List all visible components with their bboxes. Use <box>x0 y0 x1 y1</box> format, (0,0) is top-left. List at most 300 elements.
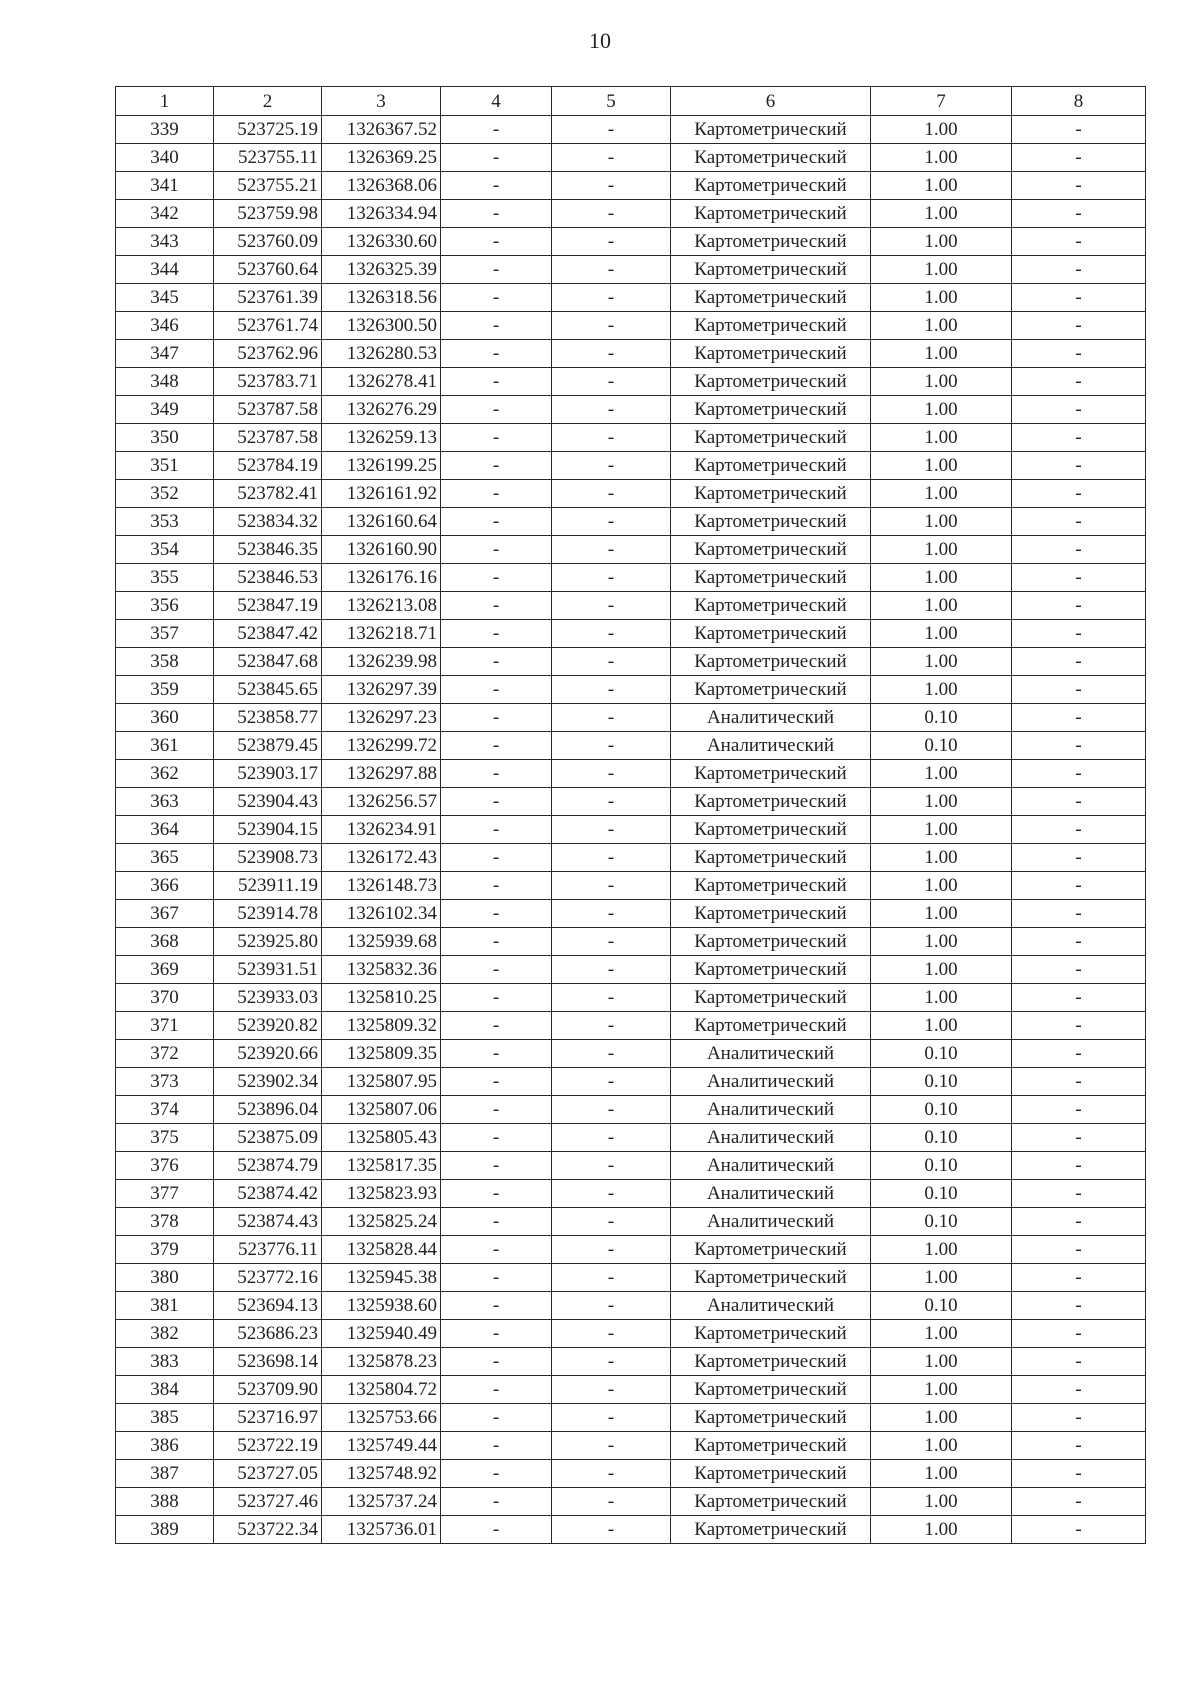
page-number: 10 <box>589 28 611 53</box>
x-coordinate-cell: 523755.21 <box>214 172 322 200</box>
y-coordinate-cell: 1325832.36 <box>322 956 441 984</box>
accuracy-cell: 1.00 <box>871 1488 1012 1516</box>
point-number-cell: 382 <box>116 1320 214 1348</box>
y-coordinate-cell: 1326276.29 <box>322 396 441 424</box>
table-row <box>116 1096 1146 1124</box>
col8-value-cell: - <box>1012 144 1146 172</box>
col8-value-cell: - <box>1012 200 1146 228</box>
x-coordinate-cell: 523727.05 <box>214 1460 322 1488</box>
y-coordinate-cell: 1325749.44 <box>322 1432 441 1460</box>
x-coordinate-cell: 523716.97 <box>214 1404 322 1432</box>
col5-value-cell: - <box>552 1236 671 1264</box>
point-number-cell: 354 <box>116 536 214 564</box>
accuracy-cell: 1.00 <box>871 536 1012 564</box>
method-cell: Картометрический <box>671 480 871 508</box>
col5-value-cell: - <box>552 396 671 424</box>
col4-value-cell: - <box>441 1012 552 1040</box>
method-cell: Картометрический <box>671 228 871 256</box>
col4-value-cell: - <box>441 844 552 872</box>
col4-value-cell: - <box>441 1320 552 1348</box>
col5-value-cell: - <box>552 844 671 872</box>
col4-value-cell: - <box>441 564 552 592</box>
table-row <box>116 788 1146 816</box>
table-row <box>116 1432 1146 1460</box>
accuracy-cell: 1.00 <box>871 396 1012 424</box>
col8-value-cell: - <box>1012 1432 1146 1460</box>
column-header: 5 <box>552 87 671 116</box>
point-number-cell: 352 <box>116 480 214 508</box>
method-cell: Картометрический <box>671 1236 871 1264</box>
point-number-cell: 350 <box>116 424 214 452</box>
table-row <box>116 1376 1146 1404</box>
point-number-cell: 343 <box>116 228 214 256</box>
col4-value-cell: - <box>441 956 552 984</box>
col8-value-cell: - <box>1012 676 1146 704</box>
col5-value-cell: - <box>552 1460 671 1488</box>
point-number-cell: 377 <box>116 1180 214 1208</box>
accuracy-cell: 1.00 <box>871 564 1012 592</box>
col4-value-cell: - <box>441 536 552 564</box>
col8-value-cell: - <box>1012 1208 1146 1236</box>
x-coordinate-cell: 523776.11 <box>214 1236 322 1264</box>
accuracy-cell: 0.10 <box>871 1292 1012 1320</box>
y-coordinate-cell: 1326334.94 <box>322 200 441 228</box>
col5-value-cell: - <box>552 284 671 312</box>
accuracy-cell: 1.00 <box>871 928 1012 956</box>
point-number-cell: 341 <box>116 172 214 200</box>
point-number-cell: 356 <box>116 592 214 620</box>
col4-value-cell: - <box>441 508 552 536</box>
x-coordinate-cell: 523762.96 <box>214 340 322 368</box>
point-number-cell: 347 <box>116 340 214 368</box>
col8-value-cell: - <box>1012 1012 1146 1040</box>
table-row <box>116 200 1146 228</box>
col8-value-cell: - <box>1012 1460 1146 1488</box>
x-coordinate-cell: 523846.53 <box>214 564 322 592</box>
accuracy-cell: 1.00 <box>871 424 1012 452</box>
point-number-cell: 358 <box>116 648 214 676</box>
col4-value-cell: - <box>441 424 552 452</box>
col8-value-cell: - <box>1012 1292 1146 1320</box>
accuracy-cell: 1.00 <box>871 788 1012 816</box>
col5-value-cell: - <box>552 1264 671 1292</box>
column-header: 3 <box>322 87 441 116</box>
accuracy-cell: 1.00 <box>871 1236 1012 1264</box>
point-number-cell: 361 <box>116 732 214 760</box>
col8-value-cell: - <box>1012 704 1146 732</box>
x-coordinate-cell: 523874.43 <box>214 1208 322 1236</box>
col8-value-cell: - <box>1012 396 1146 424</box>
table-row <box>116 984 1146 1012</box>
table-row <box>116 1320 1146 1348</box>
col8-value-cell: - <box>1012 1348 1146 1376</box>
col4-value-cell: - <box>441 228 552 256</box>
column-header: 2 <box>214 87 322 116</box>
accuracy-cell: 1.00 <box>871 200 1012 228</box>
table-row <box>116 928 1146 956</box>
col8-value-cell: - <box>1012 760 1146 788</box>
method-cell: Картометрический <box>671 284 871 312</box>
table-row <box>116 900 1146 928</box>
col4-value-cell: - <box>441 900 552 928</box>
accuracy-cell: 1.00 <box>871 872 1012 900</box>
accuracy-cell: 1.00 <box>871 620 1012 648</box>
table-row <box>116 1068 1146 1096</box>
table-row <box>116 872 1146 900</box>
col4-value-cell: - <box>441 452 552 480</box>
y-coordinate-cell: 1325828.44 <box>322 1236 441 1264</box>
col5-value-cell: - <box>552 200 671 228</box>
col8-value-cell: - <box>1012 620 1146 648</box>
y-coordinate-cell: 1326368.06 <box>322 172 441 200</box>
col8-value-cell: - <box>1012 480 1146 508</box>
col5-value-cell: - <box>552 144 671 172</box>
col8-value-cell: - <box>1012 256 1146 284</box>
x-coordinate-cell: 523914.78 <box>214 900 322 928</box>
table-row <box>116 844 1146 872</box>
point-number-cell: 380 <box>116 1264 214 1292</box>
col5-value-cell: - <box>552 1376 671 1404</box>
accuracy-cell: 1.00 <box>871 284 1012 312</box>
col5-value-cell: - <box>552 116 671 144</box>
method-cell: Картометрический <box>671 648 871 676</box>
method-cell: Картометрический <box>671 256 871 284</box>
table-row <box>116 116 1146 144</box>
x-coordinate-cell: 523874.42 <box>214 1180 322 1208</box>
x-coordinate-cell: 523727.46 <box>214 1488 322 1516</box>
x-coordinate-cell: 523920.82 <box>214 1012 322 1040</box>
y-coordinate-cell: 1326299.72 <box>322 732 441 760</box>
table-body <box>116 116 1146 1544</box>
x-coordinate-cell: 523875.09 <box>214 1124 322 1152</box>
col5-value-cell: - <box>552 368 671 396</box>
x-coordinate-cell: 523698.14 <box>214 1348 322 1376</box>
point-number-cell: 371 <box>116 1012 214 1040</box>
point-number-cell: 366 <box>116 872 214 900</box>
col8-value-cell: - <box>1012 1376 1146 1404</box>
col5-value-cell: - <box>552 592 671 620</box>
accuracy-cell: 1.00 <box>871 508 1012 536</box>
accuracy-cell: 1.00 <box>871 368 1012 396</box>
point-number-cell: 388 <box>116 1488 214 1516</box>
point-number-cell: 360 <box>116 704 214 732</box>
col8-value-cell: - <box>1012 452 1146 480</box>
col5-value-cell: - <box>552 1488 671 1516</box>
col4-value-cell: - <box>441 116 552 144</box>
col4-value-cell: - <box>441 480 552 508</box>
y-coordinate-cell: 1325809.32 <box>322 1012 441 1040</box>
point-number-cell: 372 <box>116 1040 214 1068</box>
accuracy-cell: 1.00 <box>871 1376 1012 1404</box>
col5-value-cell: - <box>552 256 671 284</box>
y-coordinate-cell: 1325748.92 <box>322 1460 441 1488</box>
y-coordinate-cell: 1326218.71 <box>322 620 441 648</box>
accuracy-cell: 1.00 <box>871 676 1012 704</box>
x-coordinate-cell: 523903.17 <box>214 760 322 788</box>
point-number-cell: 368 <box>116 928 214 956</box>
method-cell: Аналитический <box>671 1180 871 1208</box>
col5-value-cell: - <box>552 480 671 508</box>
method-cell: Картометрический <box>671 200 871 228</box>
col5-value-cell: - <box>552 1040 671 1068</box>
col5-value-cell: - <box>552 1096 671 1124</box>
col5-value-cell: - <box>552 1516 671 1544</box>
table-row <box>116 1012 1146 1040</box>
col4-value-cell: - <box>441 928 552 956</box>
accuracy-cell: 1.00 <box>871 228 1012 256</box>
col4-value-cell: - <box>441 1292 552 1320</box>
col8-value-cell: - <box>1012 1516 1146 1544</box>
col5-value-cell: - <box>552 1152 671 1180</box>
point-number-cell: 385 <box>116 1404 214 1432</box>
col4-value-cell: - <box>441 760 552 788</box>
y-coordinate-cell: 1325823.93 <box>322 1180 441 1208</box>
point-number-cell: 342 <box>116 200 214 228</box>
method-cell: Картометрический <box>671 788 871 816</box>
col5-value-cell: - <box>552 424 671 452</box>
point-number-cell: 340 <box>116 144 214 172</box>
table-row <box>116 144 1146 172</box>
x-coordinate-cell: 523845.65 <box>214 676 322 704</box>
accuracy-cell: 1.00 <box>871 900 1012 928</box>
col4-value-cell: - <box>441 1516 552 1544</box>
col4-value-cell: - <box>441 1096 552 1124</box>
col4-value-cell: - <box>441 396 552 424</box>
table-row <box>116 592 1146 620</box>
table-row <box>116 1124 1146 1152</box>
method-cell: Картометрический <box>671 1012 871 1040</box>
point-number-cell: 359 <box>116 676 214 704</box>
accuracy-cell: 1.00 <box>871 144 1012 172</box>
x-coordinate-cell: 523847.42 <box>214 620 322 648</box>
y-coordinate-cell: 1325804.72 <box>322 1376 441 1404</box>
col5-value-cell: - <box>552 1348 671 1376</box>
accuracy-cell: 0.10 <box>871 1208 1012 1236</box>
col5-value-cell: - <box>552 452 671 480</box>
col8-value-cell: - <box>1012 648 1146 676</box>
point-number-cell: 339 <box>116 116 214 144</box>
method-cell: Аналитический <box>671 1152 871 1180</box>
table-row <box>116 424 1146 452</box>
x-coordinate-cell: 523933.03 <box>214 984 322 1012</box>
method-cell: Аналитический <box>671 1096 871 1124</box>
y-coordinate-cell: 1325753.66 <box>322 1404 441 1432</box>
accuracy-cell: 0.10 <box>871 1068 1012 1096</box>
col8-value-cell: - <box>1012 1404 1146 1432</box>
point-number-cell: 370 <box>116 984 214 1012</box>
method-cell: Картометрический <box>671 760 871 788</box>
method-cell: Картометрический <box>671 1488 871 1516</box>
y-coordinate-cell: 1326199.25 <box>322 452 441 480</box>
col8-value-cell: - <box>1012 1124 1146 1152</box>
col8-value-cell: - <box>1012 172 1146 200</box>
y-coordinate-cell: 1326161.92 <box>322 480 441 508</box>
x-coordinate-cell: 523847.19 <box>214 592 322 620</box>
method-cell: Картометрический <box>671 956 871 984</box>
x-coordinate-cell: 523879.45 <box>214 732 322 760</box>
point-number-cell: 363 <box>116 788 214 816</box>
point-number-cell: 387 <box>116 1460 214 1488</box>
table-row <box>116 1292 1146 1320</box>
table-row <box>116 396 1146 424</box>
table-row <box>116 648 1146 676</box>
col5-value-cell: - <box>552 564 671 592</box>
x-coordinate-cell: 523722.19 <box>214 1432 322 1460</box>
col8-value-cell: - <box>1012 508 1146 536</box>
x-coordinate-cell: 523725.19 <box>214 116 322 144</box>
y-coordinate-cell: 1326148.73 <box>322 872 441 900</box>
y-coordinate-cell: 1326160.64 <box>322 508 441 536</box>
col5-value-cell: - <box>552 788 671 816</box>
x-coordinate-cell: 523858.77 <box>214 704 322 732</box>
y-coordinate-cell: 1326367.52 <box>322 116 441 144</box>
coordinates-table <box>115 86 1146 1544</box>
col8-value-cell: - <box>1012 592 1146 620</box>
y-coordinate-cell: 1325807.95 <box>322 1068 441 1096</box>
col4-value-cell: - <box>441 368 552 396</box>
col5-value-cell: - <box>552 1432 671 1460</box>
method-cell: Картометрический <box>671 116 871 144</box>
col5-value-cell: - <box>552 872 671 900</box>
method-cell: Картометрический <box>671 452 871 480</box>
col5-value-cell: - <box>552 1292 671 1320</box>
col5-value-cell: - <box>552 704 671 732</box>
y-coordinate-cell: 1326297.88 <box>322 760 441 788</box>
point-number-cell: 351 <box>116 452 214 480</box>
point-number-cell: 348 <box>116 368 214 396</box>
method-cell: Картометрический <box>671 144 871 172</box>
method-cell: Картометрический <box>671 424 871 452</box>
accuracy-cell: 1.00 <box>871 1264 1012 1292</box>
point-number-cell: 353 <box>116 508 214 536</box>
method-cell: Картометрический <box>671 564 871 592</box>
method-cell: Картометрический <box>671 676 871 704</box>
point-number-cell: 369 <box>116 956 214 984</box>
y-coordinate-cell: 1326278.41 <box>322 368 441 396</box>
col5-value-cell: - <box>552 1124 671 1152</box>
accuracy-cell: 1.00 <box>871 312 1012 340</box>
column-header: 6 <box>671 87 871 116</box>
col4-value-cell: - <box>441 1488 552 1516</box>
col5-value-cell: - <box>552 928 671 956</box>
col5-value-cell: - <box>552 536 671 564</box>
y-coordinate-cell: 1326297.39 <box>322 676 441 704</box>
point-number-cell: 384 <box>116 1376 214 1404</box>
y-coordinate-cell: 1325817.35 <box>322 1152 441 1180</box>
accuracy-cell: 1.00 <box>871 816 1012 844</box>
table-row <box>116 760 1146 788</box>
col5-value-cell: - <box>552 1012 671 1040</box>
accuracy-cell: 1.00 <box>871 956 1012 984</box>
col4-value-cell: - <box>441 1180 552 1208</box>
table-row <box>116 816 1146 844</box>
x-coordinate-cell: 523931.51 <box>214 956 322 984</box>
method-cell: Аналитический <box>671 1068 871 1096</box>
point-number-cell: 364 <box>116 816 214 844</box>
col5-value-cell: - <box>552 648 671 676</box>
point-number-cell: 379 <box>116 1236 214 1264</box>
method-cell: Картометрический <box>671 1432 871 1460</box>
x-coordinate-cell: 523846.35 <box>214 536 322 564</box>
method-cell: Картометрический <box>671 508 871 536</box>
col4-value-cell: - <box>441 816 552 844</box>
method-cell: Картометрический <box>671 1320 871 1348</box>
x-coordinate-cell: 523902.34 <box>214 1068 322 1096</box>
col8-value-cell: - <box>1012 1040 1146 1068</box>
x-coordinate-cell: 523760.09 <box>214 228 322 256</box>
col5-value-cell: - <box>552 1320 671 1348</box>
y-coordinate-cell: 1325805.43 <box>322 1124 441 1152</box>
y-coordinate-cell: 1326239.98 <box>322 648 441 676</box>
col5-value-cell: - <box>552 228 671 256</box>
table-row <box>116 956 1146 984</box>
y-coordinate-cell: 1326318.56 <box>322 284 441 312</box>
y-coordinate-cell: 1326102.34 <box>322 900 441 928</box>
accuracy-cell: 1.00 <box>871 844 1012 872</box>
table-row <box>116 536 1146 564</box>
x-coordinate-cell: 523783.71 <box>214 368 322 396</box>
accuracy-cell: 0.10 <box>871 1040 1012 1068</box>
col5-value-cell: - <box>552 816 671 844</box>
accuracy-cell: 1.00 <box>871 1404 1012 1432</box>
col8-value-cell: - <box>1012 900 1146 928</box>
col8-value-cell: - <box>1012 956 1146 984</box>
col5-value-cell: - <box>552 172 671 200</box>
col8-value-cell: - <box>1012 312 1146 340</box>
col5-value-cell: - <box>552 1404 671 1432</box>
accuracy-cell: 0.10 <box>871 1124 1012 1152</box>
accuracy-cell: 0.10 <box>871 704 1012 732</box>
col8-value-cell: - <box>1012 116 1146 144</box>
accuracy-cell: 1.00 <box>871 648 1012 676</box>
col5-value-cell: - <box>552 1208 671 1236</box>
y-coordinate-cell: 1326300.50 <box>322 312 441 340</box>
point-number-cell: 345 <box>116 284 214 312</box>
col4-value-cell: - <box>441 592 552 620</box>
x-coordinate-cell: 523908.73 <box>214 844 322 872</box>
accuracy-cell: 1.00 <box>871 480 1012 508</box>
accuracy-cell: 0.10 <box>871 1096 1012 1124</box>
col5-value-cell: - <box>552 760 671 788</box>
y-coordinate-cell: 1326259.13 <box>322 424 441 452</box>
x-coordinate-cell: 523904.15 <box>214 816 322 844</box>
accuracy-cell: 1.00 <box>871 1516 1012 1544</box>
col5-value-cell: - <box>552 732 671 760</box>
method-cell: Аналитический <box>671 1208 871 1236</box>
table-row <box>116 676 1146 704</box>
x-coordinate-cell: 523755.11 <box>214 144 322 172</box>
method-cell: Аналитический <box>671 704 871 732</box>
y-coordinate-cell: 1325809.35 <box>322 1040 441 1068</box>
method-cell: Картометрический <box>671 900 871 928</box>
col8-value-cell: - <box>1012 368 1146 396</box>
col4-value-cell: - <box>441 1460 552 1488</box>
table-row <box>116 704 1146 732</box>
column-header: 1 <box>116 87 214 116</box>
col4-value-cell: - <box>441 1208 552 1236</box>
method-cell: Картометрический <box>671 536 871 564</box>
x-coordinate-cell: 523759.98 <box>214 200 322 228</box>
point-number-cell: 386 <box>116 1432 214 1460</box>
accuracy-cell: 0.10 <box>871 1152 1012 1180</box>
y-coordinate-cell: 1326213.08 <box>322 592 441 620</box>
method-cell: Картометрический <box>671 1348 871 1376</box>
accuracy-cell: 1.00 <box>871 1012 1012 1040</box>
method-cell: Картометрический <box>671 620 871 648</box>
y-coordinate-cell: 1325737.24 <box>322 1488 441 1516</box>
x-coordinate-cell: 523760.64 <box>214 256 322 284</box>
method-cell: Картометрический <box>671 1516 871 1544</box>
